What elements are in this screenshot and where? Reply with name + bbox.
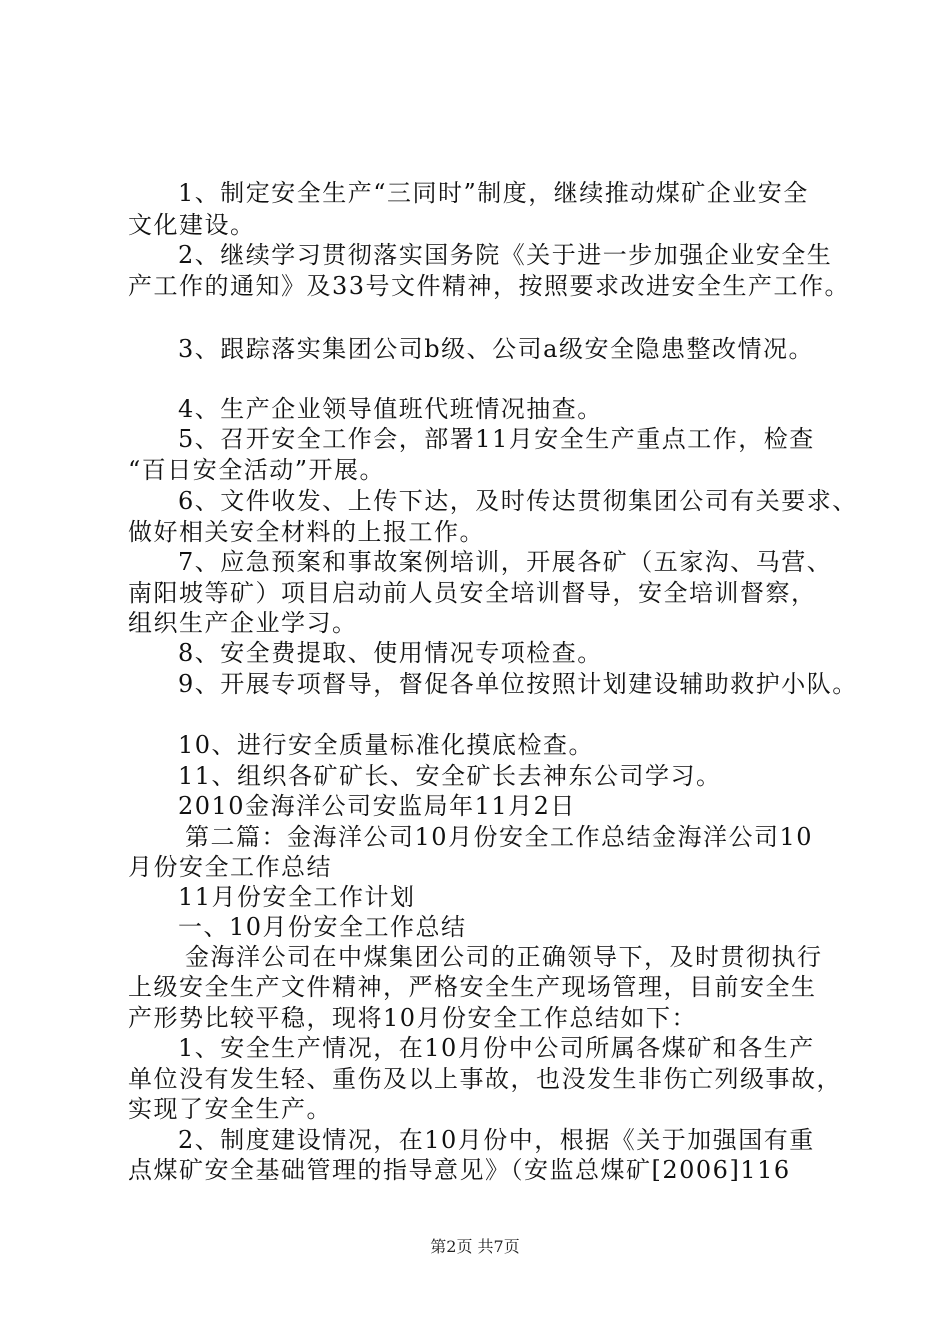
text-line: 4、生产企业领导值班代班情况抽查。 xyxy=(178,395,603,423)
text-line: 一、10月份安全工作总结 xyxy=(178,913,467,941)
text-line: 6、文件收发、上传下达，及时传达贯彻集团公司有关要求、 xyxy=(178,487,858,515)
page-number-footer: 第2页 共7页 xyxy=(430,1237,520,1256)
text-line: 2、制度建设情况，在10月份中，根据《关于加强国有重 xyxy=(178,1126,815,1154)
text-line: 1、制定安全生产“三同时”制度，继续推动煤矿企业安全 xyxy=(178,179,809,207)
text-line: 月份安全工作总结 xyxy=(128,853,332,881)
text-line: 单位没有发生轻、重伤及以上事故，也没发生非伤亡列级事故， xyxy=(128,1065,842,1093)
text-line: 文化建设。 xyxy=(128,211,256,239)
text-line: 点煤矿安全基础管理的指导意见》（安监总煤矿[2006]116 xyxy=(128,1156,791,1184)
text-line: 8、安全费提取、使用情况专项检查。 xyxy=(178,639,603,667)
text-line: 5、召开安全工作会，部署11月安全生产重点工作，检查 xyxy=(178,425,815,453)
text-line: 做好相关安全材料的上报工作。 xyxy=(128,518,485,546)
text-line: 金海洋公司在中煤集团公司的正确领导下，及时贯彻执行 xyxy=(185,943,823,971)
text-line: 产工作的通知》及33号文件精神，按照要求改进安全生产工作。 xyxy=(128,272,851,300)
text-line: 11月份安全工作计划 xyxy=(178,883,416,911)
text-line: 7、应急预案和事故案例培训，开展各矿（五家沟、马营、 xyxy=(178,548,833,576)
text-line: 第二篇：金海洋公司10月份安全工作总结金海洋公司10 xyxy=(185,823,814,851)
text-line: 组织生产企业学习。 xyxy=(128,609,358,637)
text-line: 11、组织各矿矿长、安全矿长去神东公司学习。 xyxy=(178,762,722,790)
text-line: 10、进行安全质量标准化摸底检查。 xyxy=(178,731,595,759)
text-line: 产形势比较平稳，现将10月份安全工作总结如下： xyxy=(128,1004,698,1032)
text-line: 9、开展专项督导，督促各单位按照计划建设辅助救护小队。 xyxy=(178,670,858,698)
text-line: 实现了安全生产。 xyxy=(128,1095,332,1123)
text-line: 2010金海洋公司安监局年11月2日 xyxy=(178,792,576,820)
text-line: 2、继续学习贯彻落实国务院《关于进一步加强企业安全生 xyxy=(178,241,833,269)
text-line: 1、安全生产情况，在10月份中公司所属各煤矿和各生产 xyxy=(178,1034,815,1062)
text-line: 3、跟踪落实集团公司b级、公司a级安全隐患整改情况。 xyxy=(178,335,814,363)
text-line: “百日安全活动”开展。 xyxy=(128,456,386,484)
text-line: 上级安全生产文件精神，严格安全生产现场管理，目前安全生 xyxy=(128,973,817,1001)
text-line: 南阳坡等矿）项目启动前人员安全培训督导，安全培训督察， xyxy=(128,579,817,607)
